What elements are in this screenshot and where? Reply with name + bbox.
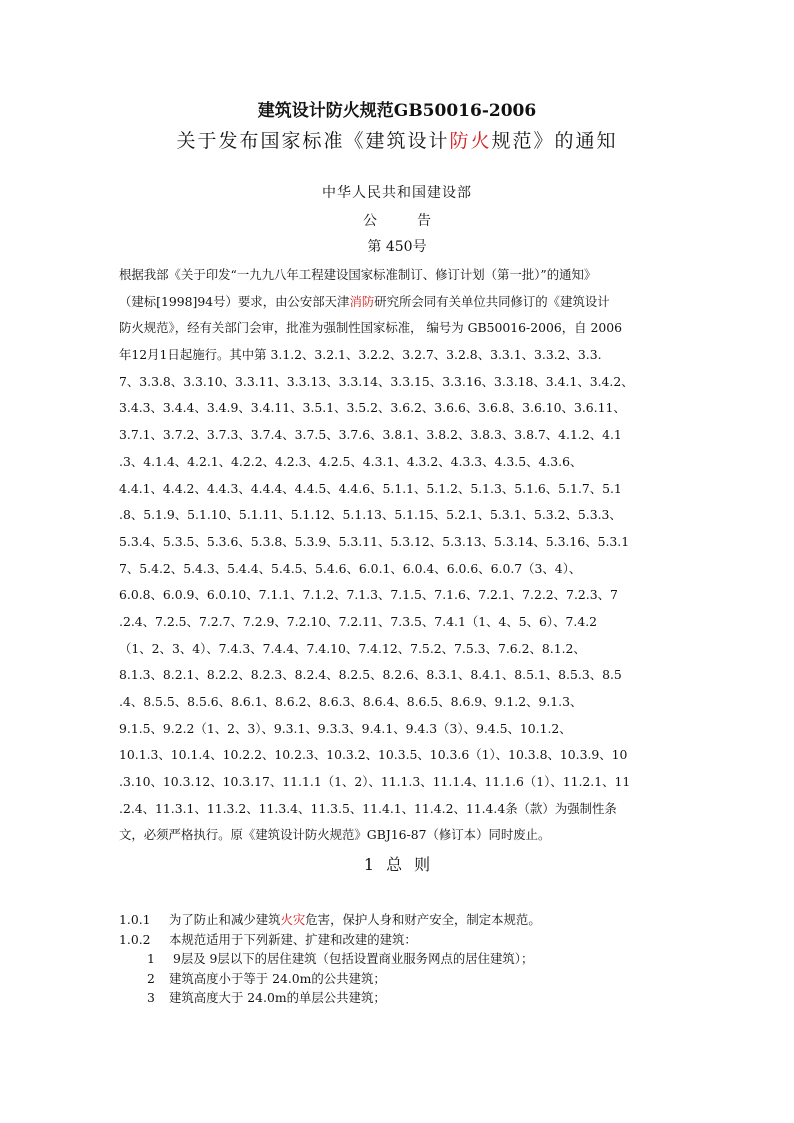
body-line: 文，必须严格执行。原《建筑设计防火规范》GBJ16-87（修订本）同时废止。 — [119, 827, 551, 843]
body-line: 3.4.3、3.4.4、3.4.9、3.4.11、3.5.1、3.5.2、3.6.2、3.6.6、3.6.8、3.6.10、3.6.11、 — [119, 400, 626, 416]
clause-number: 1.0.1 — [119, 912, 151, 927]
body-line: .2.4、11.3.1、11.3.2、11.3.4、11.3.5、11.4.1、11.4.2、11.4.4条（款）为强制性条 — [119, 800, 617, 816]
list-item — [119, 969, 541, 989]
clause-1-0-2 — [119, 930, 541, 950]
chapter-number: 1 — [363, 855, 375, 874]
body-line: 根据我部《关于印发“一九九八年工程建设国家标准制订、修订计划（第一批）”的通知》 — [119, 267, 597, 282]
subtitle-text-post: 规范》的通知 — [491, 130, 618, 152]
item-number: 2 — [147, 970, 155, 986]
body-line: （1、2、3、4）、7.4.3、7.4.4、7.4.10、7.4.12、7.5.2、7.5.3、7.6.2、8.1.2、 — [119, 640, 586, 656]
body-text: 研究所会同有关单位共同修订的《建筑设计 — [374, 293, 610, 309]
chapter-title-a: 总 — [386, 855, 403, 874]
clause-highlight: 火灾 — [280, 912, 306, 927]
body-line: 7、3.3.8、3.3.10、3.3.11、3.3.13、3.3.14、3.3.15、3.3.16、3.3.18、3.4.1、3.4.2、 — [119, 373, 634, 389]
issuing-organization: 中华人民共和国建设部 — [322, 185, 472, 201]
item-number: 3 — [147, 990, 155, 1005]
body-line: 3.7.1、3.7.2、3.7.3、3.7.4、3.7.5、3.7.6、3.8.1、3.8.2、3.8.3、3.8.7、4.1.2、4.1 — [119, 427, 622, 443]
chapter-heading — [0, 852, 794, 875]
item-text: 建筑高度小于等于 24.0m的公共建筑； — [169, 970, 386, 986]
clause-number: 1.0.2 — [119, 931, 151, 947]
subtitle-highlight: 防火 — [449, 130, 492, 152]
announcement-char-a: 公 — [363, 213, 377, 229]
body-text: （建标[1998]94号）要求，由公安部天津 — [119, 293, 350, 309]
announcement-char-b: 告 — [417, 213, 431, 229]
body-line: 年12月1日起施行。其中第 3.1.2、3.2.1、3.2.2、3.2.7、3.2.8、3.3.1、3.3.2、3.3. — [119, 347, 602, 363]
clause-1-0-1 — [119, 910, 541, 930]
chapter-title-b: 则 — [414, 855, 431, 874]
clause-text: 为了防止和减少建筑 — [169, 912, 281, 927]
list-item — [119, 949, 541, 969]
body-line: .3、4.1.4、4.2.1、4.2.2、4.2.3、4.2.5、4.3.1、4.3.2、4.3.3、4.3.5、4.3.6、 — [119, 453, 583, 469]
clause-text: 危害，保护人身和财产安全，制定本规范。 — [305, 912, 541, 927]
body-line — [119, 289, 684, 316]
subtitle-text-pre: 关于发布国家标准《建筑设计 — [176, 130, 450, 152]
clause-list — [119, 910, 541, 1008]
item-text: 9层及 9层以下的居住建筑（包括设置商业服务网点的居住建筑）； — [169, 951, 534, 966]
body-line: 9.1.5、9.2.2（1、2、3）、9.3.1、9.3.3、9.4.1、9.4.3（3）、9.4.5、10.1.2、 — [119, 720, 572, 736]
body-line: 8.1.3、8.2.1、8.2.2、8.2.3、8.2.4、8.2.5、8.2.6、8.3.1、8.4.1、8.5.1、8.5.3、8.5 — [119, 667, 622, 683]
item-text: 建筑高度大于 24.0m的单层公共建筑； — [169, 990, 386, 1005]
document-subtitle — [0, 126, 794, 153]
body-line: .4、8.5.5、8.5.6、8.6.1、8.6.2、8.6.3、8.6.4、8.6.5、8.6.9、9.1.2、9.1.3、 — [119, 694, 583, 709]
announcement-number: 第 450号 — [367, 239, 427, 255]
body-line: .3.10、10.3.12、10.3.17、11.1.1（1、2）、11.1.3、11.1.4、11.1.6（1）、11.2.1、11 — [119, 774, 631, 790]
body-line: 10.1.3、10.1.4、10.2.2、10.2.3、10.3.2、10.3.5、10.3.6（1）、10.3.8、10.3.9、10 — [119, 747, 628, 763]
body-line: .8、5.1.9、5.1.10、5.1.11、5.1.12、5.1.13、5.1.15、5.2.1、5.3.1、5.3.2、5.3.3、 — [119, 507, 622, 523]
body-line: 防火规范》，经有关部门会审，批准为强制性国家标准， 编号为 GB50016-2006，自 2006 — [119, 320, 623, 336]
body-line: 7、5.4.2、5.4.3、5.4.4、5.4.5、5.4.6、6.0.1、6.0.4、6.0.6、6.0.7（3、4）、 — [119, 560, 582, 576]
body-line: 4.4.1、4.4.2、4.4.3、4.4.4、4.4.5、4.4.6、5.1.1、5.1.2、5.1.3、5.1.6、5.1.7、5.1 — [119, 480, 622, 496]
document-title: 建筑设计防火规范GB50016-2006 — [257, 101, 537, 121]
body-line: .2.4、7.2.5、7.2.7、7.2.9、7.2.10、7.2.11、7.3.5、7.4.1（1、4、5、6）、7.4.2 — [119, 613, 598, 629]
item-number: 1 — [147, 951, 155, 966]
body-highlight: 消防 — [349, 293, 375, 309]
body-line: 5.3.4、5.3.5、5.3.6、5.3.8、5.3.9、5.3.11、5.3.12、5.3.13、5.3.14、5.3.16、5.3.1 — [119, 533, 630, 549]
announcement-heading — [0, 210, 794, 230]
body-line: 6.0.8、6.0.9、6.0.10、7.1.1、7.1.2、7.1.3、7.1.5、7.1.6、7.2.1、7.2.2、7.2.3、7 — [119, 587, 618, 603]
announcement-body — [119, 262, 684, 849]
clause-text: 本规范适用于下列新建、扩建和改建的建筑： — [169, 931, 417, 947]
list-item — [119, 988, 541, 1008]
